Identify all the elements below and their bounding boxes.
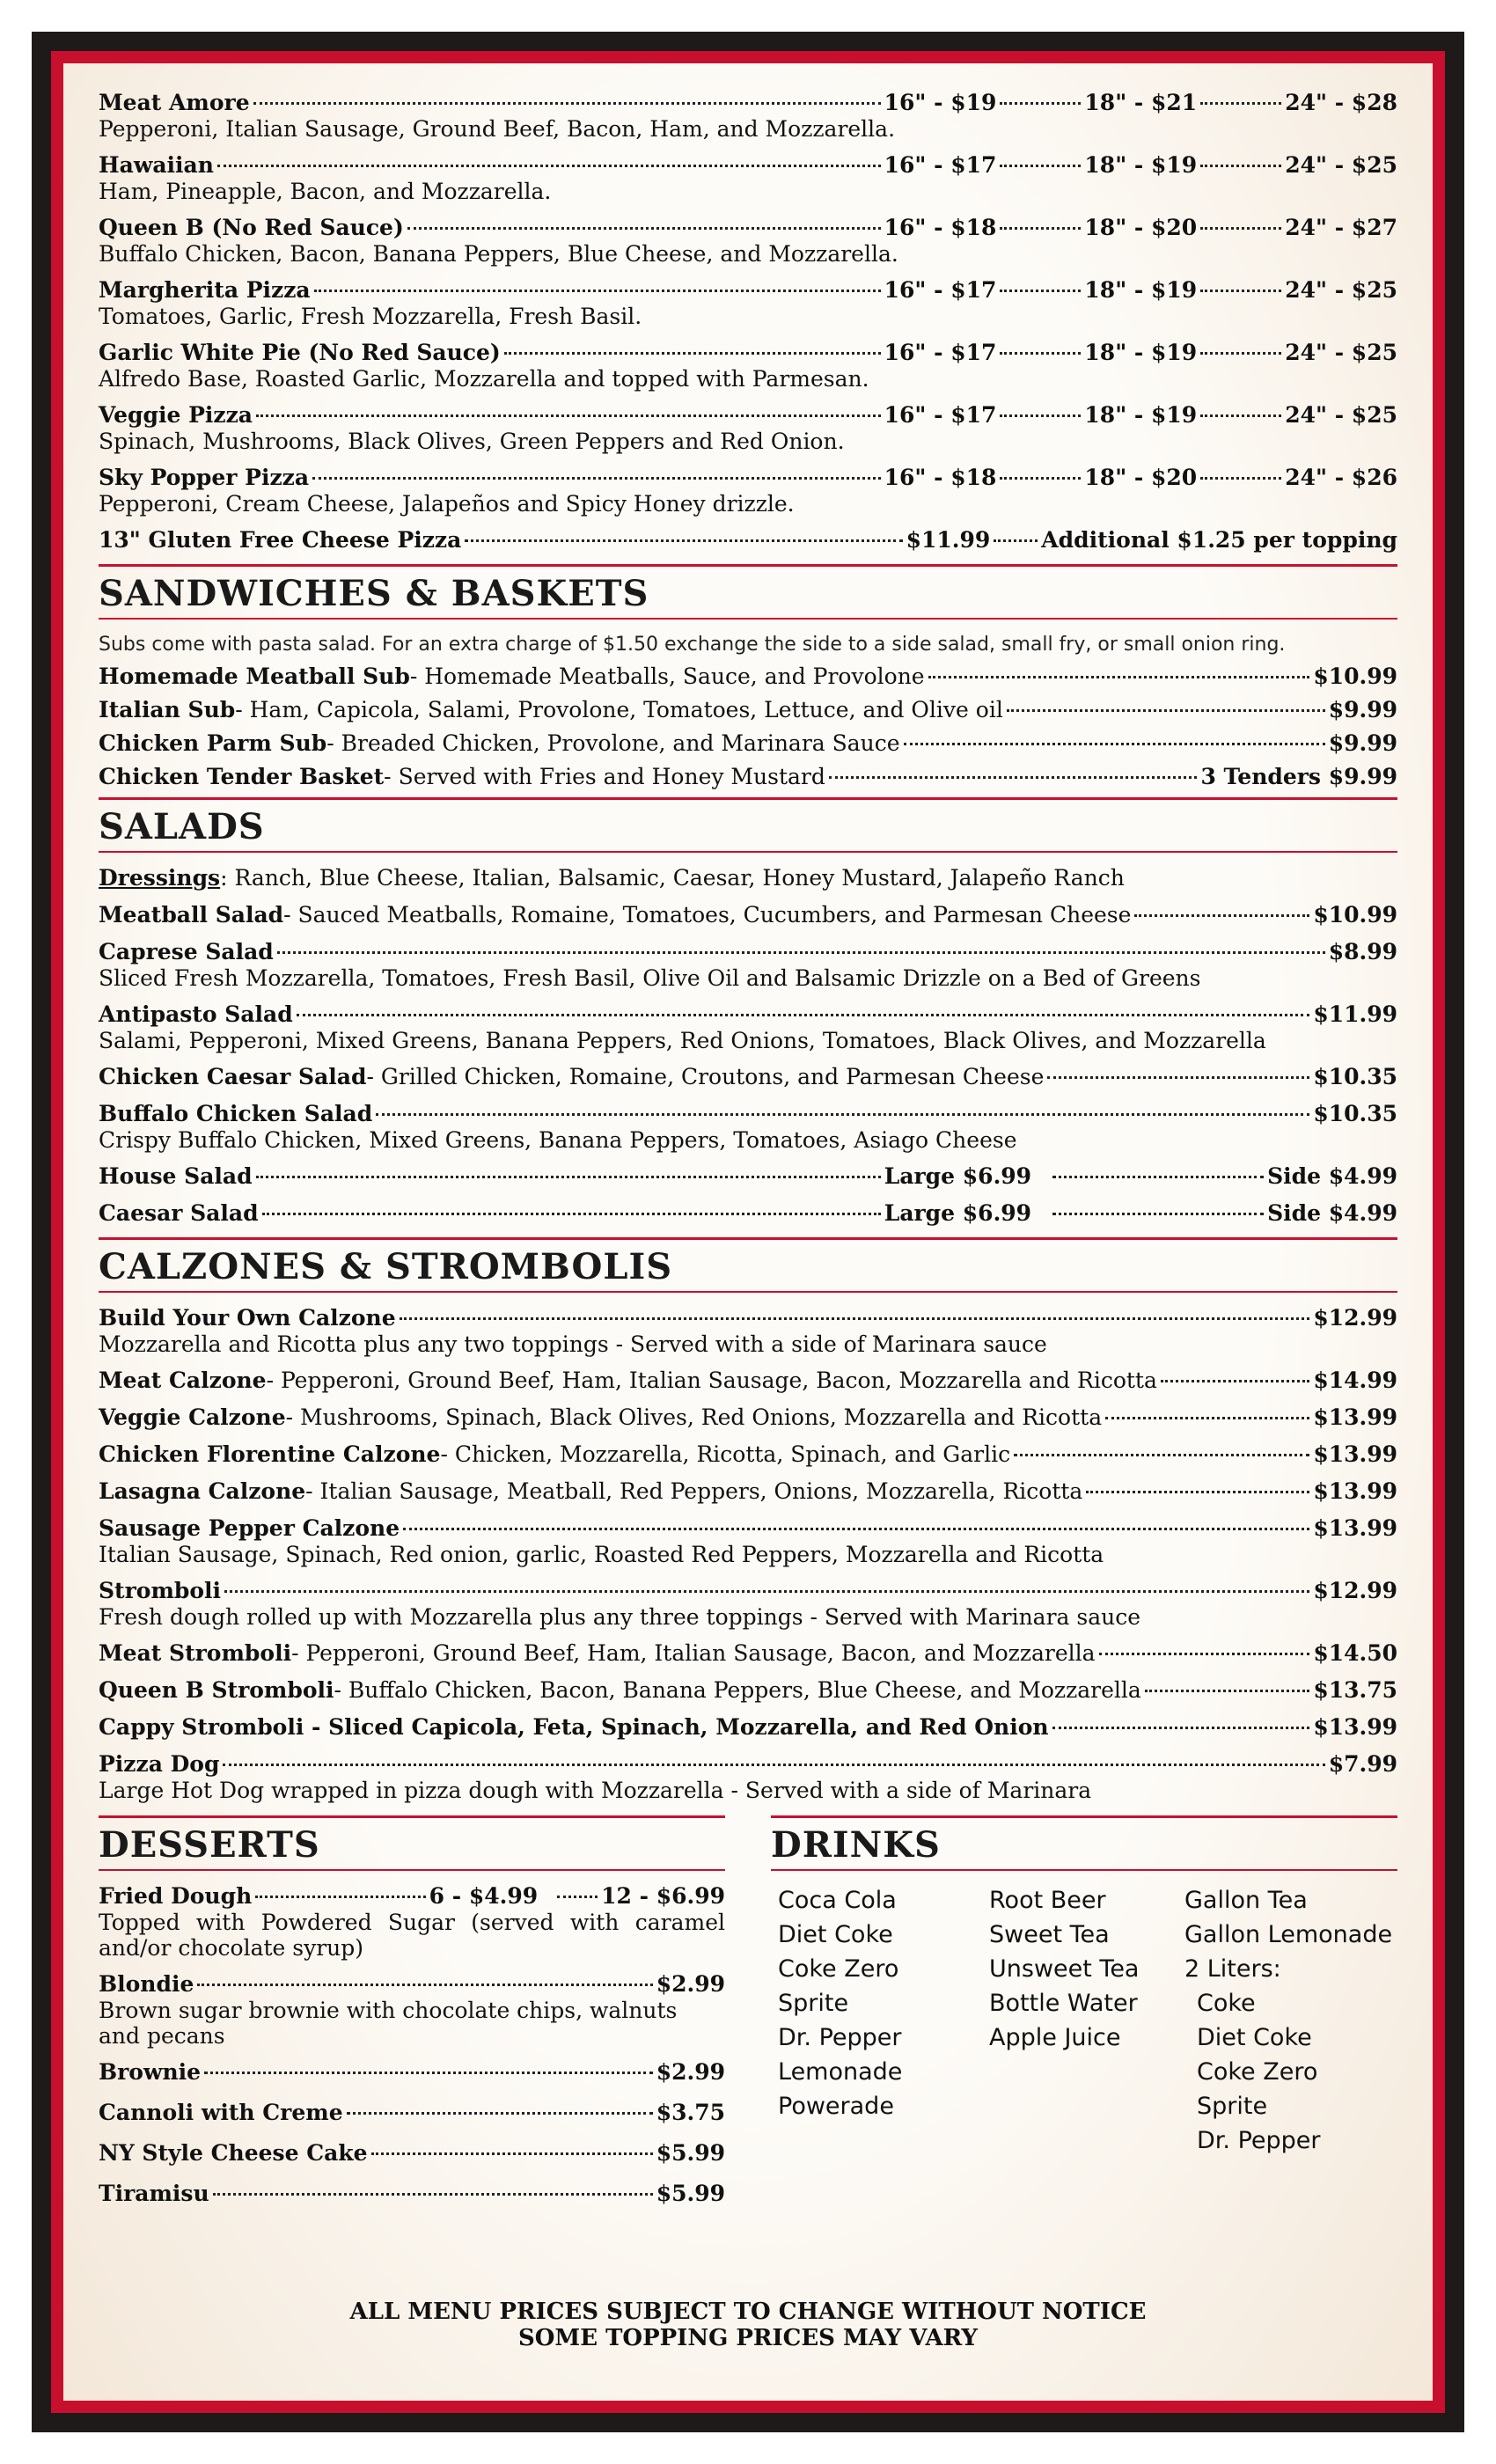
sandwich-item [99, 730, 1397, 757]
calzone-price: $13.99 [1313, 1515, 1397, 1541]
dessert-sub: Topped with Powdered Sugar (served with caramel and/or chocolate syrup) [99, 1910, 725, 1961]
pizza-name: Garlic White Pie (No Red Sauce) [99, 340, 501, 365]
salad-side-price: Side $4.99 [1267, 1163, 1397, 1189]
calzone-item [99, 1478, 1397, 1505]
section-title-sandwiches: SANDWICHES & BASKETS [99, 573, 649, 614]
pizza-price-24: 24" - $25 [1285, 340, 1397, 365]
dessert-item [99, 1883, 725, 1961]
calzone-price: $14.50 [1313, 1640, 1397, 1666]
calzone-item [99, 1751, 1397, 1803]
calzone-item [99, 1640, 1397, 1667]
calzone-item [99, 1578, 1397, 1630]
pizza-price-24: 24" - $25 [1285, 277, 1397, 303]
dressings-line [99, 865, 1397, 891]
drink-item: Sprite [1197, 2093, 1268, 2120]
section-rule [771, 1815, 1397, 1818]
salad-sub: Sliced Fresh Mozzarella, Tomatoes, Fresh Basil, Olive Oil and Balsamic Drizzle on a Bed of Greens [99, 965, 1201, 991]
salad-price: $11.99 [1313, 1001, 1397, 1027]
salad-item [99, 1101, 1397, 1153]
drink-item: Sprite [778, 1990, 849, 2017]
calzone-item [99, 1305, 1397, 1357]
sandwich-desc: - Homemade Meatballs, Sauce, and Provolone [409, 664, 925, 689]
section-rule [99, 1291, 1397, 1293]
drink-item: Unsweet Tea [989, 1955, 1140, 1983]
desserts-column [99, 1814, 725, 2218]
pizza-desc: Buffalo Chicken, Bacon, Banana Peppers, Blue Cheese, and Mozzarella. [99, 241, 898, 267]
pizza-price-18: 18" - $19 [1084, 277, 1198, 303]
section-rule [99, 851, 1397, 853]
calzone-item [99, 1404, 1397, 1431]
drink-item: Apple Juice [989, 2024, 1121, 2051]
pizza-item [99, 465, 1397, 517]
salad-price: $8.99 [1328, 939, 1397, 964]
pizza-price-18: 18" - $19 [1084, 402, 1198, 428]
salad-price: $10.35 [1313, 1064, 1397, 1089]
calzone-desc: - Buffalo Chicken, Bacon, Banana Peppers, Blue Cheese, and Mozzarella [334, 1677, 1141, 1703]
dessert-name: Tiramisu [99, 2181, 209, 2206]
footer-line: ALL MENU PRICES SUBJECT TO CHANGE WITHOUT NOTICE [349, 2299, 1147, 2325]
dessert-item [99, 2140, 725, 2167]
pizza-item [99, 277, 1397, 329]
pizza-desc: Pepperoni, Italian Sausage, Ground Beef, Bacon, Ham, and Mozzarella. [99, 116, 896, 142]
footer-line: SOME TOPPING PRICES MAY VARY [518, 2325, 978, 2351]
section-title-salads: SALADS [99, 806, 265, 847]
salad-price: $10.35 [1313, 1101, 1397, 1126]
calzone-name: Sausage Pepper Calzone [99, 1515, 400, 1541]
calzone-list [99, 1305, 1397, 1803]
dessert-price: $2.99 [656, 1971, 725, 1997]
section-title-drinks: DRINKS [771, 1824, 941, 1866]
salad-name: Antipasto Salad [99, 1001, 293, 1027]
pizza-item [99, 340, 1397, 392]
dessert-item [99, 2100, 725, 2126]
drinks-col-2 [989, 1883, 1184, 2158]
pizza-price-16: 16" - $17 [884, 402, 997, 428]
salad-item [99, 939, 1397, 991]
calzone-name: Meat Stromboli [99, 1640, 292, 1666]
calzone-desc: - Italian Sausage, Meatball, Red Peppers, Onions, Mozzarella, Ricotta [305, 1478, 1083, 1504]
calzone-sub: Italian Sausage, Spinach, Red onion, garlic, Roasted Red Peppers, Mozzarella and Ricotta [99, 1542, 1104, 1567]
sandwich-price: $10.99 [1313, 664, 1397, 689]
dressings-list: : Ranch, Blue Cheese, Italian, Balsamic, Caesar, Honey Mustard, Jalapeño Ranch [220, 865, 1125, 891]
pizza-name: Veggie Pizza [99, 402, 253, 428]
pizza-desc: Alfredo Base, Roasted Garlic, Mozzarella and topped with Parmesan. [99, 366, 869, 392]
pizza-price-24: 24" - $25 [1285, 402, 1397, 428]
calzone-price: $14.99 [1313, 1368, 1397, 1393]
salad-large-price: Large $6.99 [884, 1163, 1032, 1189]
salad-sub: Salami, Pepperoni, Mixed Greens, Banana Peppers, Red Onions, Tomatoes, Black Olives, and Mozzarella [99, 1028, 1266, 1053]
gluten-free-item [99, 527, 1397, 554]
pizza-name: Margherita Pizza [99, 277, 311, 303]
pizza-desc: Pepperoni, Cream Cheese, Jalapeños and Spicy Honey drizzle. [99, 491, 795, 517]
drink-item: Coke [1197, 1990, 1256, 2017]
pizza-list [99, 90, 1397, 554]
calzone-name: Pizza Dog [99, 1751, 220, 1777]
sandwich-list [99, 664, 1397, 790]
salad-name: Meatball Salad [99, 902, 284, 928]
sandwich-desc: - Breaded Chicken, Provolone, and Marinara Sauce [326, 730, 900, 756]
sandwich-price: 3 Tenders $9.99 [1200, 764, 1397, 789]
dessert-sub: Brown sugar brownie with chocolate chips, walnuts and pecans [99, 1998, 678, 2049]
calzone-desc: - Chicken, Mozzarella, Ricotta, Spinach, and Garlic [440, 1441, 1011, 1467]
drink-item: Gallon Tea [1184, 1887, 1308, 1914]
salad-large-price: Large $6.99 [884, 1200, 1032, 1226]
salad-item [99, 1001, 1397, 1053]
pizza-price-16: 16" - $17 [884, 340, 997, 365]
drink-item: Diet Coke [1197, 2024, 1312, 2051]
pizza-desc: Spinach, Mushrooms, Black Olives, Green Peppers and Red Onion. [99, 429, 845, 454]
dessert-price: $2.99 [656, 2059, 725, 2085]
bottom-columns [99, 1814, 1397, 2218]
pizza-item [99, 402, 1397, 454]
salad-name: Buffalo Chicken Salad [99, 1101, 373, 1126]
salad-name: Caprese Salad [99, 939, 274, 964]
calzone-desc: - Pepperoni, Ground Beef, Ham, Italian Sausage, Bacon, and Mozzarella [291, 1640, 1096, 1666]
gluten-free-name: 13" Gluten Free Cheese Pizza [99, 527, 462, 553]
drink-item: Powerade [778, 2093, 894, 2120]
pizza-name: Sky Popper Pizza [99, 465, 310, 490]
salad-name: Caesar Salad [99, 1200, 259, 1226]
section-rule [99, 1815, 725, 1818]
section-rule [99, 1869, 725, 1871]
menu-frame [32, 32, 1464, 2432]
section-title-desserts: DESSERTS [99, 1824, 320, 1866]
section-rule [99, 1237, 1397, 1240]
calzone-desc: - Pepperoni, Ground Beef, Ham, Italian Sausage, Bacon, Mozzarella and Ricotta [266, 1368, 1157, 1393]
salad-sub: Crispy Buffalo Chicken, Mixed Greens, Banana Peppers, Tomatoes, Asiago Cheese [99, 1127, 1017, 1153]
pizza-price-16: 16" - $17 [884, 152, 997, 178]
sandwich-item [99, 697, 1397, 723]
pizza-desc: Tomatoes, Garlic, Fresh Mozzarella, Fresh Basil. [99, 304, 642, 329]
pizza-price-18: 18" - $21 [1084, 90, 1198, 115]
drinks-grid [771, 1883, 1397, 2158]
calzone-price: $12.99 [1313, 1305, 1397, 1331]
pizza-price-18: 18" - $20 [1084, 465, 1198, 490]
section-rule [99, 564, 1397, 567]
sandwich-name: Chicken Tender Basket [99, 764, 385, 789]
dessert-name: Brownie [99, 2059, 202, 2085]
dessert-name: Cannoli with Creme [99, 2100, 343, 2125]
sandwich-item [99, 764, 1397, 790]
pizza-price-18: 18" - $19 [1084, 340, 1198, 365]
calzone-price: $7.99 [1328, 1751, 1397, 1777]
pizza-price-24: 24" - $27 [1285, 215, 1397, 240]
dessert-price-12: 12 - $6.99 [601, 1883, 725, 1909]
drink-item: 2 Liters: [1184, 1955, 1281, 1983]
calzone-price: $13.99 [1313, 1441, 1397, 1467]
drink-item: Sweet Tea [989, 1921, 1110, 1948]
pizza-name: Hawaiian [99, 152, 214, 178]
calzone-item [99, 1677, 1397, 1704]
drinks-col-3 [1184, 1883, 1392, 2158]
menu-page [63, 63, 1433, 2401]
dessert-name: Fried Dough [99, 1883, 253, 1909]
drink-item: Coca Cola [778, 1887, 897, 1914]
section-rule [99, 618, 1397, 620]
dessert-price-6: 6 - $4.99 [429, 1883, 539, 1909]
drink-item: Root Beer [989, 1887, 1106, 1914]
drink-item: Bottle Water [989, 1990, 1138, 2017]
calzone-price: $13.75 [1313, 1677, 1397, 1703]
calzone-sub: Large Hot Dog wrapped in pizza dough with Mozzarella - Served with a side of Marinara [99, 1778, 1092, 1803]
calzone-name: Queen B Stromboli [99, 1677, 334, 1703]
drink-item: Gallon Lemonade [1184, 1921, 1393, 1948]
salad-item [99, 1064, 1397, 1090]
dessert-name: Blondie [99, 1971, 194, 1997]
pizza-price-18: 18" - $19 [1084, 152, 1198, 178]
pizza-item [99, 152, 1397, 204]
sandwich-desc: - Ham, Capicola, Salami, Provolone, Tomatoes, Lettuce, and Olive oil [235, 697, 1003, 722]
dessert-price: $3.75 [656, 2100, 725, 2125]
drink-item: Dr. Pepper [778, 2024, 902, 2051]
pizza-name: Meat Amore [99, 90, 250, 115]
salad-side-price: Side $4.99 [1267, 1200, 1397, 1226]
pizza-name: Queen B (No Red Sauce) [99, 215, 404, 240]
calzone-price: $13.99 [1313, 1478, 1397, 1504]
pizza-price-24: 24" - $26 [1285, 465, 1397, 490]
drink-item: Coke Zero [778, 1955, 899, 1983]
pizza-price-24: 24" - $25 [1285, 152, 1397, 178]
pizza-price-16: 16" - $19 [884, 90, 997, 115]
dessert-price: $5.99 [656, 2140, 725, 2166]
dessert-name: NY Style Cheese Cake [99, 2140, 368, 2166]
calzone-name: Meat Calzone [99, 1368, 267, 1393]
section-title-calzones: CALZONES & STROMBOLIS [99, 1246, 673, 1287]
calzone-name: Build Your Own Calzone [99, 1305, 396, 1331]
red-border [51, 51, 1445, 2413]
menu-content [99, 90, 1397, 2218]
dessert-price: $5.99 [656, 2181, 725, 2206]
dessert-item [99, 1971, 725, 2049]
drink-item: Lemonade [778, 2058, 903, 2086]
sandwich-name: Chicken Parm Sub [99, 730, 327, 756]
calzone-name: Lasagna Calzone [99, 1478, 306, 1504]
caesar-salad-item [99, 1200, 1397, 1227]
pizza-price-16: 16" - $17 [884, 277, 997, 303]
dressings-label: Dressings [99, 865, 221, 891]
pizza-item [99, 215, 1397, 267]
salad-name: House Salad [99, 1163, 253, 1189]
calzone-item [99, 1515, 1397, 1567]
house-salad-item [99, 1163, 1397, 1190]
salad-desc: - Grilled Chicken, Romaine, Croutons, and Parmesan Cheese [366, 1064, 1045, 1089]
calzone-item [99, 1441, 1397, 1468]
section-rule [771, 1869, 1397, 1871]
footer-notice [63, 2299, 1433, 2351]
sandwich-desc: - Served with Fries and Honey Mustard [384, 764, 825, 789]
salad-desc: - Sauced Meatballs, Romaine, Tomatoes, Cucumbers, and Parmesan Cheese [283, 902, 1132, 928]
drinks-col-1 [778, 1883, 989, 2158]
calzone-name: Stromboli [99, 1578, 222, 1603]
calzone-desc: - Mushrooms, Spinach, Black Olives, Red Onions, Mozzarella and Ricotta [285, 1404, 1103, 1430]
salad-name: Chicken Caesar Salad [99, 1064, 367, 1089]
section-rule [99, 797, 1397, 800]
sandwich-name: Italian Sub [99, 697, 236, 722]
drink-item: Dr. Pepper [1197, 2127, 1321, 2154]
calzone-item [99, 1714, 1397, 1741]
calzone-sub: Mozzarella and Ricotta plus any two toppings - Served with a side of Marinara sauce [99, 1331, 1047, 1357]
sandwich-price: $9.99 [1328, 730, 1397, 756]
salad-price: $10.99 [1313, 902, 1397, 928]
dessert-item [99, 2181, 725, 2207]
calzone-item [99, 1368, 1397, 1394]
gluten-free-extra: Additional $1.25 per topping [1041, 527, 1397, 553]
sandwich-note: Subs come with pasta salad. For an extra charge of $1.50 exchange the side to a side salad, small fry, or small onion ring. [99, 634, 1286, 656]
salad-item [99, 902, 1397, 928]
drink-item: Diet Coke [778, 1921, 893, 1948]
calzone-price: $13.99 [1313, 1404, 1397, 1430]
sandwich-item [99, 664, 1397, 690]
pizza-price-18: 18" - $20 [1084, 215, 1198, 240]
pizza-price-16: 16" - $18 [884, 465, 997, 490]
calzone-name: Cappy Stromboli - Sliced Capicola, Feta, Spinach, Mozzarella, and Red Onion [99, 1714, 1049, 1740]
calzone-name: Veggie Calzone [99, 1404, 286, 1430]
sandwich-name: Homemade Meatball Sub [99, 664, 410, 689]
dessert-item [99, 2059, 725, 2086]
pizza-price-16: 16" - $18 [884, 215, 997, 240]
sandwich-price: $9.99 [1328, 697, 1397, 722]
calzone-price: $13.99 [1313, 1714, 1397, 1740]
pizza-desc: Ham, Pineapple, Bacon, and Mozzarella. [99, 179, 552, 204]
calzone-sub: Fresh dough rolled up with Mozzarella plus any three toppings - Served with Marinara sauce [99, 1604, 1141, 1630]
drinks-column [771, 1814, 1397, 2218]
pizza-price-24: 24" - $28 [1285, 90, 1397, 115]
drink-item: Coke Zero [1197, 2058, 1318, 2086]
calzone-name: Chicken Florentine Calzone [99, 1441, 441, 1467]
pizza-item [99, 90, 1397, 142]
gluten-free-price: $11.99 [906, 527, 991, 553]
calzone-price: $12.99 [1313, 1578, 1397, 1603]
salad-list [99, 902, 1397, 1227]
